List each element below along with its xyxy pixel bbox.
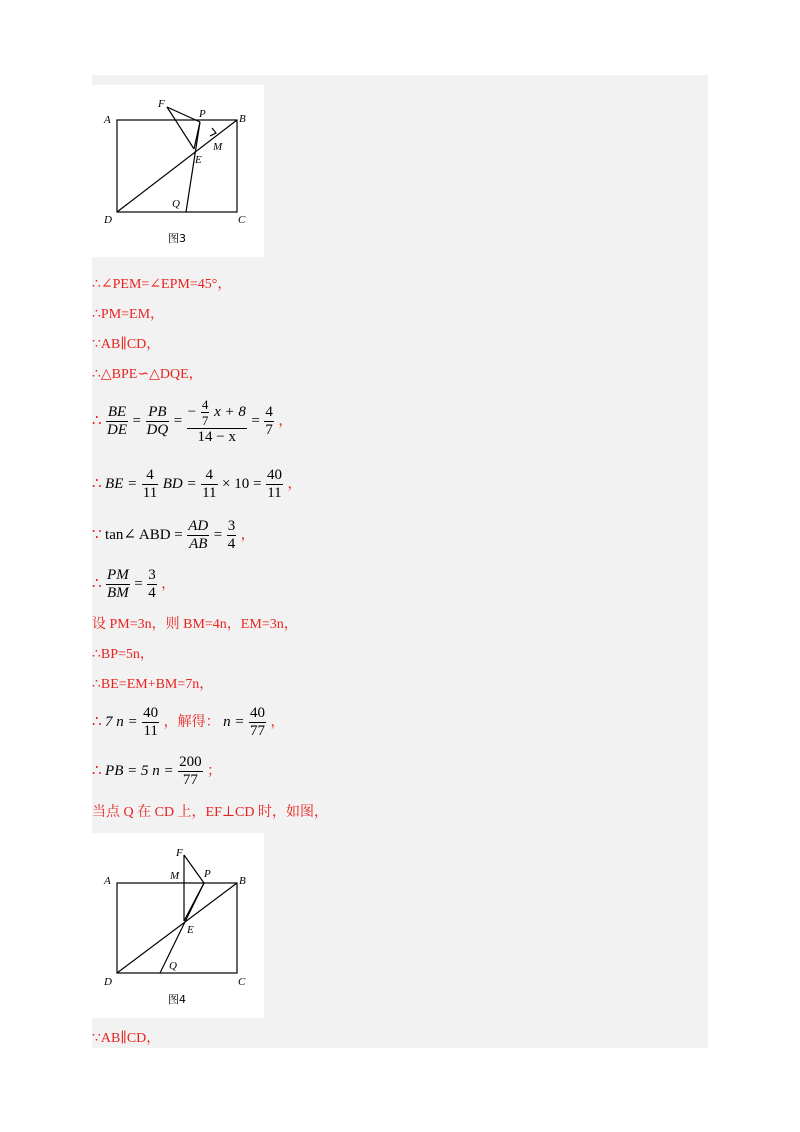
fraction-4-7: $\frac{4}{7}$ bbox=[265, 404, 273, 439]
step-pm-bm: ∴ $\frac{PM}{BM}$ = $\frac{3}{4}$ ， bbox=[92, 567, 176, 602]
step-let: 设 PM=3n，则 BM=4n，EM=3n， bbox=[92, 617, 298, 632]
label-m: M bbox=[213, 141, 223, 153]
step-be-value: ∴ BE = $\frac{4}{11}$ BD = $\frac{4}{11}$ × 10 = $\frac{40}{11}$ ， bbox=[92, 467, 302, 502]
step-ab-parallel-2: ∵AB∥CD， bbox=[92, 1031, 161, 1046]
step-tan: ∵ tan∠ ABD = $\frac{AD}{AB}$ = $\frac{3}{4}$ ， bbox=[92, 518, 255, 553]
step-solve-n: ∴ 7 n = $\frac{40}{11}$ ，解得： n = $\frac{40}{77}$ ， bbox=[92, 705, 285, 740]
step-bp: ∴BP=5n， bbox=[92, 647, 154, 662]
label-p: P bbox=[199, 108, 206, 120]
label-m: M bbox=[170, 870, 180, 882]
label-d: D bbox=[104, 976, 112, 988]
label-f: F bbox=[176, 847, 183, 859]
step-pm-em: ∴PM=EM， bbox=[92, 307, 165, 322]
figure-4-diagram bbox=[92, 833, 264, 1018]
step-pb-value: ∴ PB = 5 n = $\frac{200}{77}$ ； bbox=[92, 754, 222, 789]
label-q: Q bbox=[172, 198, 180, 210]
step-ab-parallel: ∵AB∥CD， bbox=[92, 337, 161, 352]
fraction-complex: − $\frac{4}{7}$ x + 8 14 − x bbox=[187, 397, 246, 446]
label-q: Q bbox=[169, 960, 177, 972]
step-be-sum: ∴BE=EM+BM=7n， bbox=[92, 677, 214, 692]
therefore-symbol: ∴ bbox=[92, 413, 102, 429]
step-angle-equal: ∴∠PEM=∠EPM=45°， bbox=[92, 277, 232, 292]
fraction-be-de: $\frac{BE}{DE}$ bbox=[107, 404, 128, 439]
label-c: C bbox=[238, 214, 246, 226]
label-b: B bbox=[239, 113, 246, 125]
label-d: D bbox=[104, 214, 112, 226]
step-ratio: ∴ $\frac{BE}{DE}$ = $\frac{PB}{DQ}$ = − $\frac{4}{7}$ x + 8 14 − x = $\frac{4}{7}$ ， bbox=[92, 397, 293, 446]
label-c: C bbox=[238, 976, 246, 988]
label-e: E bbox=[195, 154, 202, 166]
fraction-pb-dq: $\frac{PB}{DQ}$ bbox=[146, 404, 169, 439]
label-a: A bbox=[104, 875, 111, 887]
step-similar: ∴△BPE∽△DQE， bbox=[92, 367, 203, 382]
figure-4-caption: 图4 bbox=[168, 993, 186, 1006]
label-b: B bbox=[239, 875, 246, 887]
figure-4 bbox=[92, 833, 264, 1018]
label-e: E bbox=[187, 924, 194, 936]
label-f: F bbox=[158, 98, 165, 110]
figure-3-diagram bbox=[92, 85, 264, 257]
label-a: A bbox=[104, 114, 111, 126]
figure-3-caption: 图3 bbox=[168, 232, 186, 245]
label-p: P bbox=[204, 868, 211, 880]
step-case-q-on-cd: 当点 Q 在 CD 上，EF⊥CD 时，如图， bbox=[92, 805, 329, 820]
figure-3 bbox=[92, 85, 264, 257]
